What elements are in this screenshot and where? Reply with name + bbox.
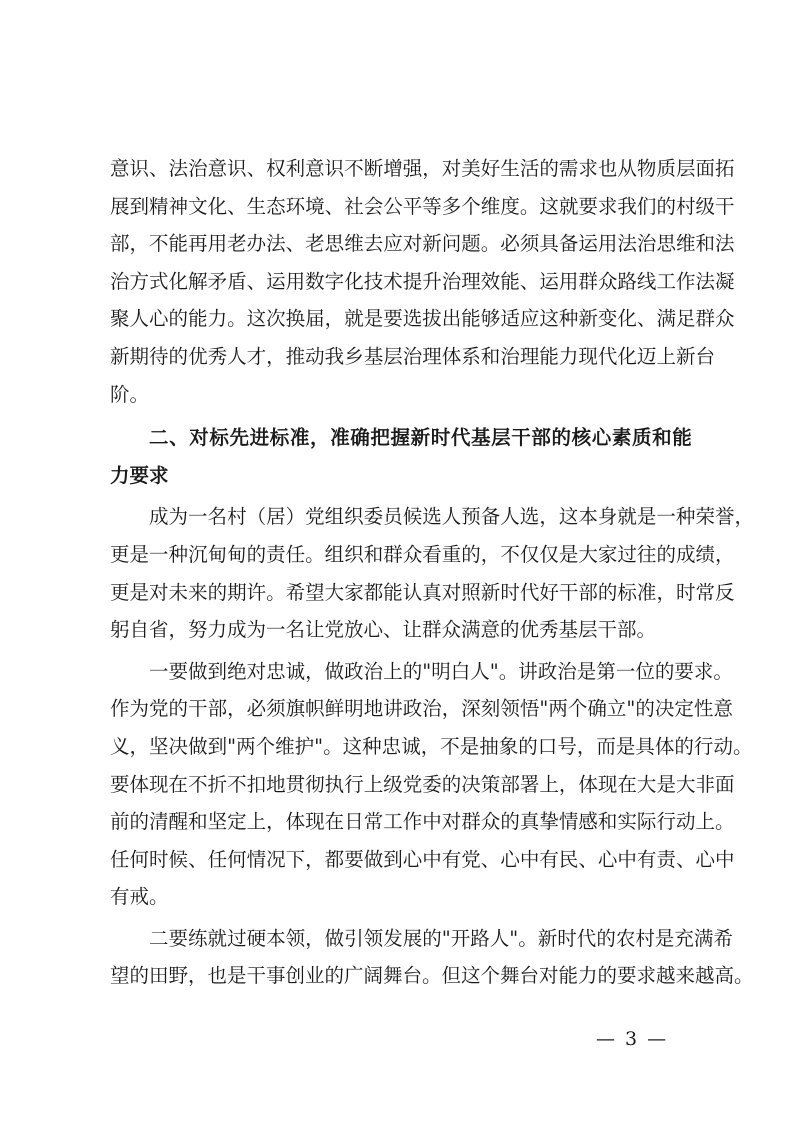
text-line: 展 到 精 神 文 化 、 生 态 环 境 、 社 会 公 平 等 多 个 维 度 。 这 就 要 求 我 们 的 村 级 干 xyxy=(110,194,735,218)
body-paragraph xyxy=(110,920,754,995)
text-line: 一 要 做 到 绝 对 忠 诚 ， 做 政 治 上 的 " 明 白 人 " 。 讲 政 治 是 第 一 位 的 要 求 。 xyxy=(149,659,733,683)
text-line: 更 是 一 种 沉 甸 甸 的 责 任 。 组 织 和 群 众 看 重 的 ， 不 仅 仅 是 大 家 过 往 的 成 绩 ， xyxy=(110,542,735,566)
text-line: 新 期 待 的 优 秀 人 才 ， 推 动 我 乡 基 层 治 理 体 系 和 治 理 能 力 现 代 化 迈 上 新 台 xyxy=(110,344,715,368)
text-line: 治 方 式 化 解 矛 盾 、 运 用 数 字 化 技 术 提 升 治 理 效 能 、 运 用 群 众 路 线 工 作 法 凝 xyxy=(110,269,735,293)
text-line: 部 ， 不 能 再 用 老 办 法 、 老 思 维 去 应 对 新 问 题 。 必 须 具 备 运 用 法 治 思 维 和 法 xyxy=(110,232,735,256)
text-line: 更 是 对 未 来 的 期 许 。 希 望 大 家 都 能 认 真 对 照 新 时 代 好 干 部 的 标 准 ， 时 常 反 xyxy=(110,580,735,604)
heading-line: 力要求 xyxy=(110,463,169,487)
text-line: 阶。 xyxy=(110,382,150,406)
heading-line: 二 、 对 标 先 进 标 准 ， 准 确 把 握 新 时 代 基 层 干 部 的 核 心 素 质 和 能 xyxy=(149,426,692,450)
text-line: 意 识 、 法 治 意 识 、 权 利 意 识 不 断 增 强 ， 对 美 好 生 活 的 需 求 也 从 物 质 层 面 拓 xyxy=(110,157,735,180)
text-line: 前 的 清 醒 和 坚 定 上 ， 体 现 在 日 常 工 作 中 对 群 众 的 真 挚 情 感 和 实 际 行 动 上 。 xyxy=(110,810,735,834)
body-paragraph xyxy=(110,150,735,413)
section-heading xyxy=(110,419,692,494)
text-line: 作 为 党 的 干 部 ， 必 须 旗 帜 鲜 明 地 讲 政 治 ， 深 刻 领 悟 " 两 个 确 立 " 的 决 定 性 意 xyxy=(110,697,733,721)
text-line: 躬自省，努力成为一名让党放心、让群众满意的优秀基层干部。 xyxy=(110,618,657,642)
document-body xyxy=(110,150,754,995)
text-line: 任 何 时 候 、 任 何 情 况 下 ， 都 要 做 到 心 中 有 党 、 心 中 有 民 、 心 中 有 责 、 心 中 xyxy=(110,847,735,871)
body-paragraph xyxy=(110,653,753,916)
text-line: 望的田野，也是干事创业的广阔舞台。但这个舞台对能力的要求越来越高。 xyxy=(110,964,754,988)
text-line: 聚 人 心 的 能 力 。 这 次 换 届 ， 就 是 要 选 拔 出 能 够 适 应 这 种 新 变 化 、 满 足 群 众 xyxy=(110,307,735,331)
text-line: 义 ， 坚 决 做 到 " 两 个 维 护 " 。 这 种 忠 诚 ， 不 是 抽 象 的 口 号 ， 而 是 具 体 的 行 动 。 xyxy=(110,734,753,758)
page-number: — 3 — xyxy=(596,1028,669,1050)
text-line: 有戒。 xyxy=(110,885,169,909)
body-paragraph xyxy=(110,498,754,648)
text-line: 二 要 练 就 过 硬 本 领 ， 做 引 领 发 展 的 " 开 路 人 " 。 新 时 代 的 农 村 是 充 满 希 xyxy=(149,926,733,950)
text-line: 要 体 现 在 不 折 不 扣 地 贯 彻 执 行 上 级 党 委 的 决 策 部 署 上 ， 体 现 在 大 是 大 非 面 xyxy=(110,772,735,796)
text-line: 成 为 一 名 村 （ 居 ） 党 组 织 委 员 候 选 人 预 备 人 选 ， 这 本 身 就 是 一 种 荣 誉 ， xyxy=(149,505,754,529)
